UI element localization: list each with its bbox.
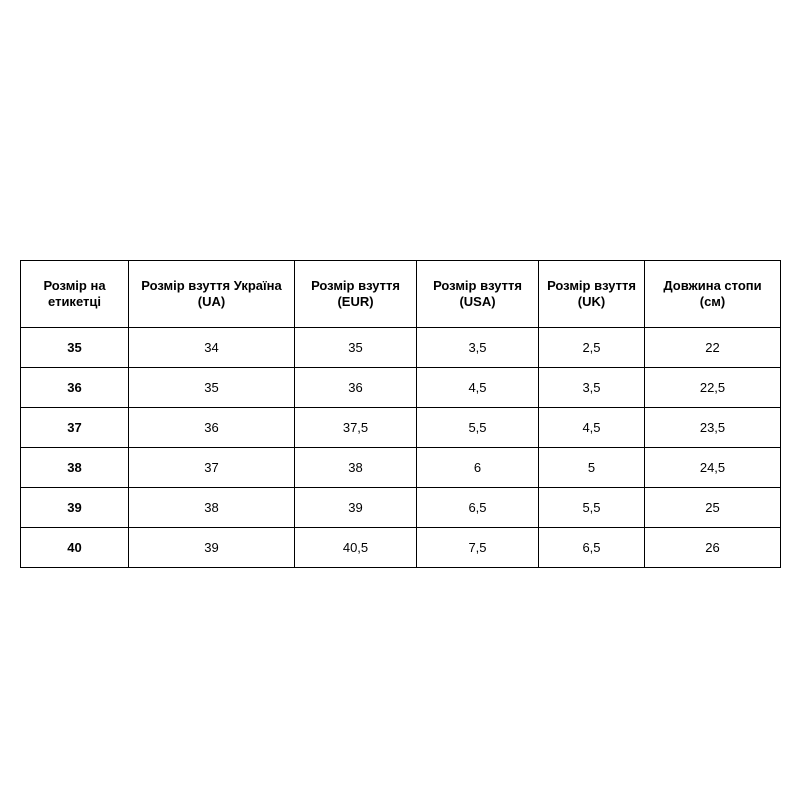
cell-eur-size: 38 [295, 448, 417, 488]
cell-foot-length: 26 [645, 528, 781, 568]
cell-label-size: 35 [21, 328, 129, 368]
cell-foot-length: 23,5 [645, 408, 781, 448]
column-header-ua-size: Розмір взуття Україна (UA) [129, 261, 295, 328]
cell-ua-size: 36 [129, 408, 295, 448]
cell-label-size: 39 [21, 488, 129, 528]
cell-ua-size: 37 [129, 448, 295, 488]
cell-usa-size: 6 [417, 448, 539, 488]
table-header [21, 261, 781, 328]
table-body [21, 328, 781, 568]
cell-uk-size: 5,5 [539, 488, 645, 528]
cell-uk-size: 3,5 [539, 368, 645, 408]
cell-label-size: 40 [21, 528, 129, 568]
column-header-foot-length: Довжина стопи (см) [645, 261, 781, 328]
cell-ua-size: 35 [129, 368, 295, 408]
cell-foot-length: 22 [645, 328, 781, 368]
cell-foot-length: 24,5 [645, 448, 781, 488]
cell-usa-size: 3,5 [417, 328, 539, 368]
cell-label-size: 37 [21, 408, 129, 448]
table-row [21, 448, 781, 488]
cell-label-size: 36 [21, 368, 129, 408]
cell-eur-size: 40,5 [295, 528, 417, 568]
table-row [21, 328, 781, 368]
column-header-label-size: Розмір на етикетці [21, 261, 129, 328]
size-chart-container [20, 260, 780, 568]
table-row [21, 488, 781, 528]
cell-label-size: 38 [21, 448, 129, 488]
cell-ua-size: 34 [129, 328, 295, 368]
cell-eur-size: 36 [295, 368, 417, 408]
cell-ua-size: 39 [129, 528, 295, 568]
cell-eur-size: 35 [295, 328, 417, 368]
cell-uk-size: 4,5 [539, 408, 645, 448]
cell-usa-size: 4,5 [417, 368, 539, 408]
cell-uk-size: 2,5 [539, 328, 645, 368]
cell-usa-size: 7,5 [417, 528, 539, 568]
table-header-row [21, 261, 781, 328]
table-row [21, 408, 781, 448]
cell-eur-size: 39 [295, 488, 417, 528]
cell-usa-size: 6,5 [417, 488, 539, 528]
table-row [21, 368, 781, 408]
shoe-size-table [20, 260, 781, 568]
column-header-uk-size: Розмір взуття (UK) [539, 261, 645, 328]
cell-usa-size: 5,5 [417, 408, 539, 448]
column-header-eur-size: Розмір взуття (EUR) [295, 261, 417, 328]
cell-foot-length: 22,5 [645, 368, 781, 408]
cell-uk-size: 6,5 [539, 528, 645, 568]
cell-ua-size: 38 [129, 488, 295, 528]
column-header-usa-size: Розмір взуття (USA) [417, 261, 539, 328]
cell-foot-length: 25 [645, 488, 781, 528]
cell-eur-size: 37,5 [295, 408, 417, 448]
cell-uk-size: 5 [539, 448, 645, 488]
table-row [21, 528, 781, 568]
